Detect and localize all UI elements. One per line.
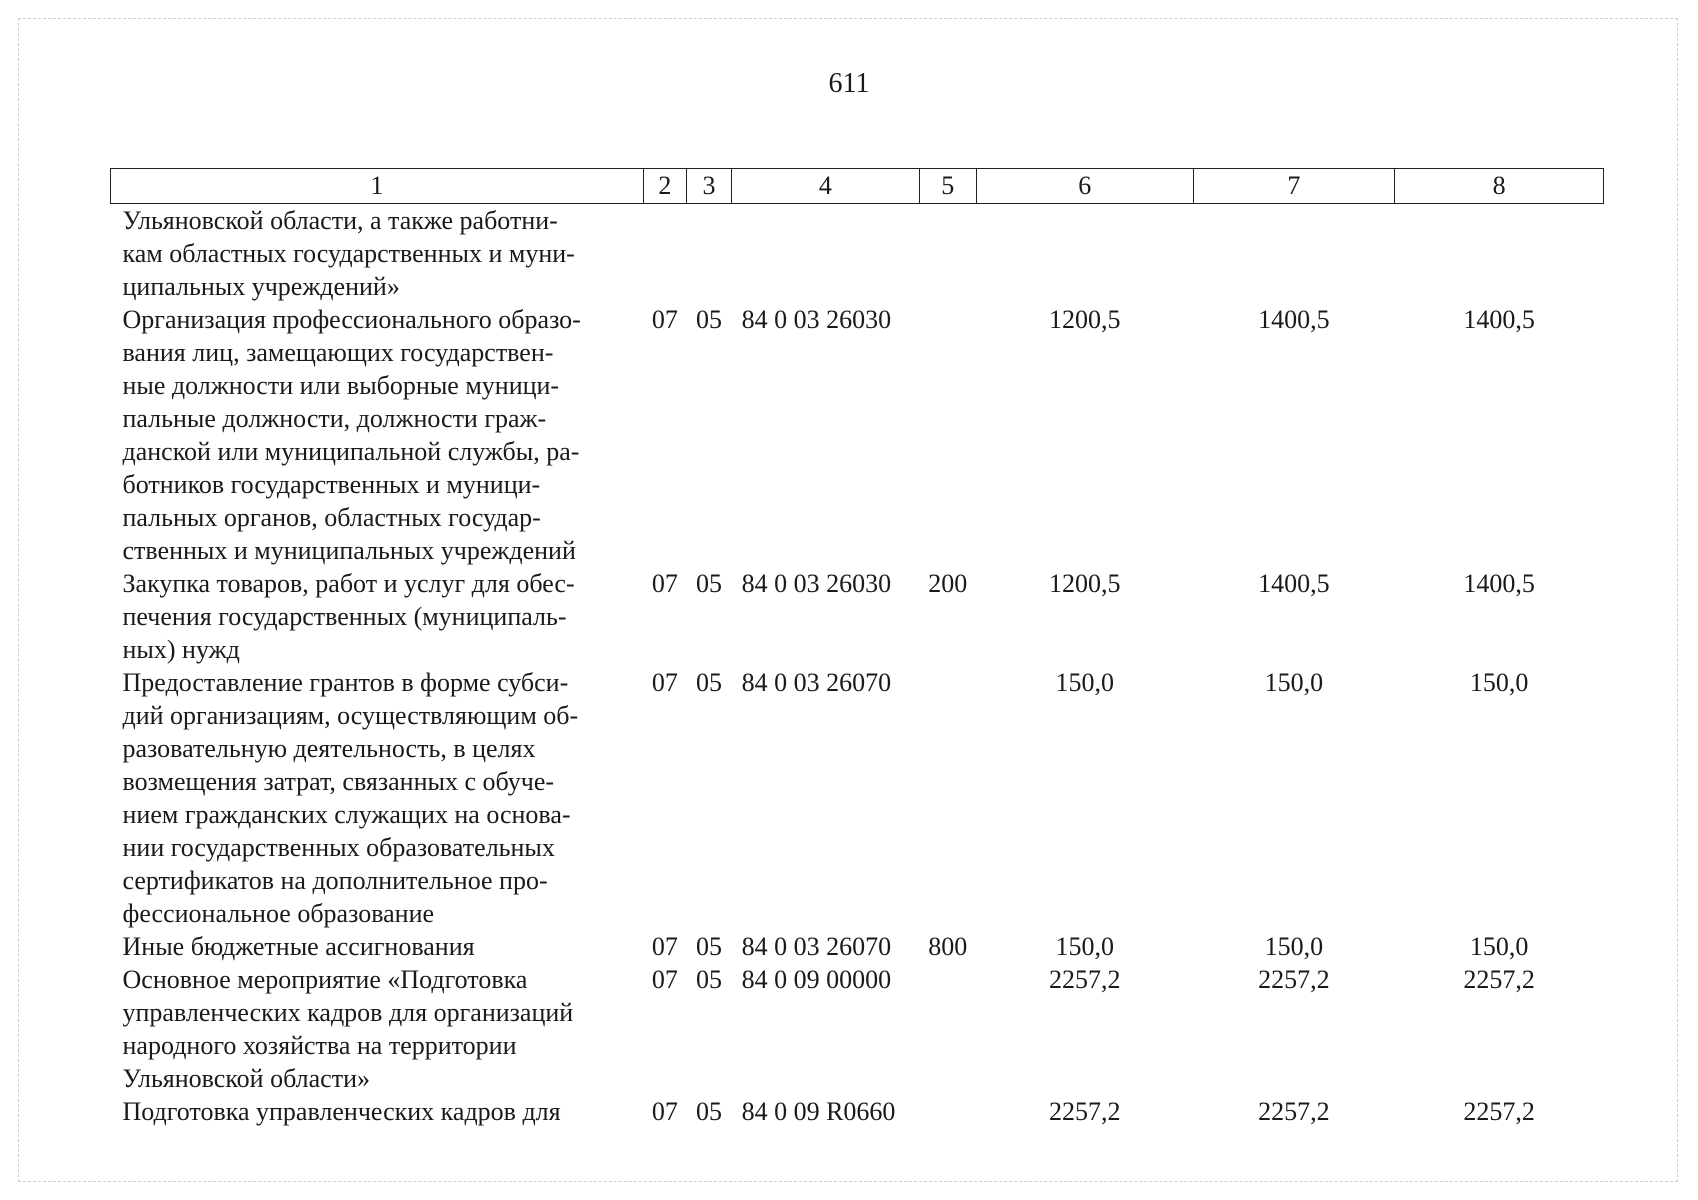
row-subsection: 05	[695, 569, 722, 598]
row-amount-col7: 150,0	[1264, 668, 1324, 697]
header-row	[111, 169, 1604, 204]
row-section: 07	[651, 1097, 678, 1126]
row-amount-col8: 2257,2	[1463, 965, 1535, 994]
row-amount-col8: 150,0	[1469, 668, 1529, 697]
row-target-code: 84 0 09 00000	[741, 965, 892, 994]
row-subsection: 05	[695, 932, 722, 961]
table-row	[111, 204, 1604, 304]
row-amount-col6: 1200,5	[1048, 569, 1121, 598]
row-name: Организация профессионального образо- вания лиц, замещающих государствен- ные должности или выборные муници- пальные должности, должности граж- данской или муниципальной службы, ра- ботников государственных и муници- пальных органов, областных государ- ственных и муниципальных учреждений	[122, 305, 581, 565]
row-amount-col7: 1400,5	[1258, 305, 1330, 334]
header-col-1: 1	[111, 169, 644, 204]
row-expense-type	[919, 963, 976, 1095]
row-amount-col7: 1400,5	[1258, 569, 1330, 598]
row-name: Предоставление грантов в форме субси- дий организациям, осуществляющим об- разовательную деятельность, в целях возмещения затрат, связанных с обуче- нием гражданских служащих на основа- нии государственных образовательных сертификатов на дополнительное про- фессиональное образование	[122, 668, 579, 928]
row-expense-type	[919, 1095, 976, 1128]
row-amount-col6: 2257,2	[1048, 1097, 1121, 1126]
row-amount-col6: 150,0	[1055, 668, 1114, 697]
row-expense-type: 800	[928, 932, 968, 961]
row-name: Основное мероприятие «Подготовка управленческих кадров для организаций народного хозяйства на территории Ульяновской области»	[122, 965, 574, 1093]
row-amount-col8	[1395, 204, 1604, 304]
page-number: 611	[828, 68, 870, 99]
row-subsection: 05	[695, 305, 722, 334]
row-amount-col7: 150,0	[1264, 932, 1324, 961]
header-col-5: 5	[919, 169, 976, 204]
row-amount-col8: 150,0	[1469, 932, 1529, 961]
row-subsection: 05	[695, 965, 722, 994]
header-col-8: 8	[1395, 169, 1604, 204]
row-subsection	[686, 204, 731, 304]
row-amount-col8: 1400,5	[1463, 305, 1535, 334]
table-row	[111, 666, 1604, 930]
budget-table	[110, 168, 1604, 1128]
row-section	[643, 204, 686, 304]
row-subsection: 05	[695, 1097, 722, 1126]
row-section: 07	[651, 965, 678, 994]
row-amount-col6	[976, 204, 1193, 304]
row-target-code	[732, 204, 920, 304]
row-subsection: 05	[695, 668, 722, 697]
row-section: 07	[651, 569, 678, 598]
row-section: 07	[651, 305, 678, 334]
row-expense-type: 200	[928, 569, 968, 598]
row-amount-col8: 2257,2	[1463, 1097, 1535, 1126]
row-name: Иные бюджетные ассигнования	[122, 932, 475, 961]
table-row	[111, 1095, 1604, 1128]
row-target-code: 84 0 03 26070	[741, 932, 892, 961]
row-amount-col7: 2257,2	[1258, 965, 1330, 994]
row-name: Закупка товаров, работ и услуг для обес- печения государственных (муниципаль- ных) нужд	[122, 569, 575, 664]
row-section: 07	[651, 932, 678, 961]
row-target-code: 84 0 03 26070	[741, 668, 892, 697]
header-col-3: 3	[686, 169, 731, 204]
row-amount-col7: 2257,2	[1258, 1097, 1330, 1126]
table-row	[111, 303, 1604, 567]
header-col-6: 6	[976, 169, 1193, 204]
row-expense-type	[919, 204, 976, 304]
row-expense-type	[919, 666, 976, 930]
header-col-2: 2	[643, 169, 686, 204]
header-col-4: 4	[732, 169, 920, 204]
row-target-code: 84 0 03 26030	[741, 569, 892, 598]
row-amount-col6: 150,0	[1055, 932, 1114, 961]
table-row	[111, 963, 1604, 1095]
row-target-code: 84 0 09 R0660	[741, 1097, 896, 1126]
table-row	[111, 567, 1604, 666]
row-amount-col7	[1193, 204, 1395, 304]
row-name: Ульяновской области, а также работни- кам областных государственных и муни- ципальных учреждений»	[122, 206, 575, 301]
row-name: Подготовка управленческих кадров для	[122, 1097, 561, 1126]
header-col-7: 7	[1193, 169, 1395, 204]
row-expense-type	[919, 303, 976, 567]
table-row	[111, 930, 1604, 963]
row-target-code: 84 0 03 26030	[741, 305, 892, 334]
row-section: 07	[651, 668, 678, 697]
row-amount-col6: 1200,5	[1048, 305, 1121, 334]
row-amount-col6: 2257,2	[1048, 965, 1121, 994]
row-amount-col8: 1400,5	[1463, 569, 1535, 598]
